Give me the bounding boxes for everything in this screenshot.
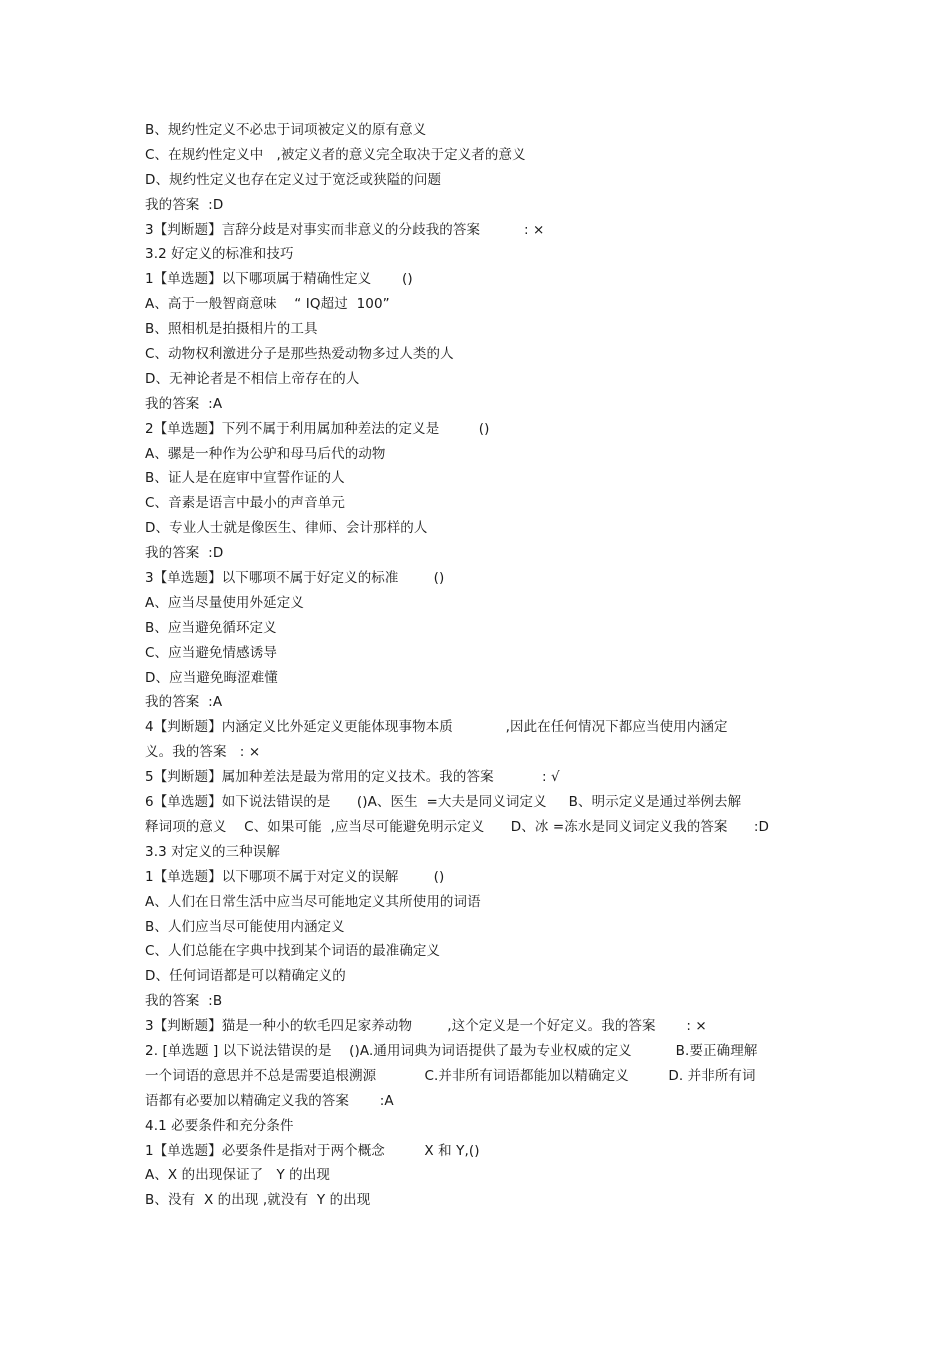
answer-line: 我的答案 :B	[145, 993, 223, 1010]
option-line: B、应当避免循环定义	[145, 619, 277, 636]
option-line: C、动物权利激进分子是那些热爱动物多过人类的人	[145, 346, 454, 363]
option-line: D、任何词语都是可以精确定义的	[145, 968, 346, 985]
option-line: A、应当尽量使用外延定义	[145, 594, 304, 611]
option-line: D、无神论者是不相信上帝存在的人	[145, 370, 360, 387]
option-line: A、X 的出现保证了 Y 的出现	[145, 1167, 330, 1184]
option-line: D、应当避免晦涩难懂	[145, 669, 278, 686]
question-line: 5【判断题】属加种差法是最为常用的定义技术。我的答案 : √	[145, 769, 560, 786]
question-line: 语都有必要加以精确定义我的答案 :A	[145, 1092, 394, 1109]
question-line: 一个词语的意思并不总是需要追根溯源 C.并非所有词语都能加以精确定义 D. 并非所有词	[145, 1067, 756, 1084]
answer-line: 我的答案 :D	[145, 545, 224, 562]
question-line: 6【单选题】如下说法错误的是 ()A、医生 =大夫是同义词定义 B、明示定义是通过举例去解	[145, 794, 742, 811]
question-line: 义。我的答案 : ×	[145, 744, 261, 761]
text-line: D、规约性定义也存在定义过于宽泛或狭隘的问题	[145, 171, 442, 188]
option-line: A、骡是一种作为公驴和母马后代的动物	[145, 445, 386, 462]
option-line: B、照相机是拍摄相片的工具	[145, 321, 318, 338]
question-line: 2. [单选题 ] 以下说法错误的是 ()A.通用词典为词语提供了最为专业权威的定义 B.要正确理解	[145, 1042, 758, 1059]
option-line: B、证人是在庭审中宣誓作证的人	[145, 470, 345, 487]
section-heading: 3.3 对定义的三种误解	[145, 843, 280, 860]
option-line: C、应当避免情感诱导	[145, 644, 277, 661]
option-line: C、人们总能在字典中找到某个词语的最准确定义	[145, 943, 441, 960]
text-line: C、在规约性定义中 ,被定义者的意义完全取决于定义者的意义	[145, 146, 526, 163]
section-heading: 3.2 好定义的标准和技巧	[145, 246, 294, 263]
document-page	[145, 118, 825, 1213]
question-line: 4【判断题】内涵定义比外延定义更能体现事物本质 ,因此在任何情况下都应当使用内涵定	[145, 719, 728, 736]
question-line: 释词项的意义 C、如果可能 ,应当尽可能避免明示定义 D、冰 =冻水是同义词定义我的答案 :D	[145, 818, 770, 835]
option-line: A、人们在日常生活中应当尽可能地定义其所使用的词语	[145, 893, 481, 910]
answer-line: 我的答案 :D	[145, 196, 224, 213]
question-line: 1【单选题】以下哪项属于精确性定义 ()	[145, 271, 413, 288]
text-line: B、规约性定义不必忠于词项被定义的原有意义	[145, 122, 427, 138]
question-line: 3【单选题】以下哪项不属于好定义的标准 ()	[145, 570, 445, 587]
question-line: 3【判断题】言辞分歧是对事实而非意义的分歧我的答案 : ×	[145, 221, 545, 238]
question-line: 3【判断题】猫是一种小的软毛四足家养动物 ,这个定义是一个好定义。我的答案 : ×	[145, 1018, 707, 1035]
option-line: D、专业人士就是像医生、律师、会计那样的人	[145, 520, 428, 537]
option-line: A、高于一般智商意味 “ IQ超过 100”	[145, 296, 390, 313]
section-heading: 4.1 必要条件和充分条件	[145, 1117, 294, 1134]
option-line: C、音素是语言中最小的声音单元	[145, 495, 345, 512]
question-line: 1【单选题】以下哪项不属于对定义的误解 ()	[145, 868, 445, 885]
question-line: 1【单选题】必要条件是指对于两个概念 X 和 Y,()	[145, 1142, 480, 1159]
option-line: B、人们应当尽可能使用内涵定义	[145, 918, 345, 935]
question-line: 2【单选题】下列不属于利用属加种差法的定义是 ()	[145, 420, 490, 437]
answer-line: 我的答案 :A	[145, 395, 223, 412]
option-line: B、没有 X 的出现 ,就没有 Y 的出现	[145, 1192, 371, 1209]
answer-line: 我的答案 :A	[145, 694, 223, 711]
